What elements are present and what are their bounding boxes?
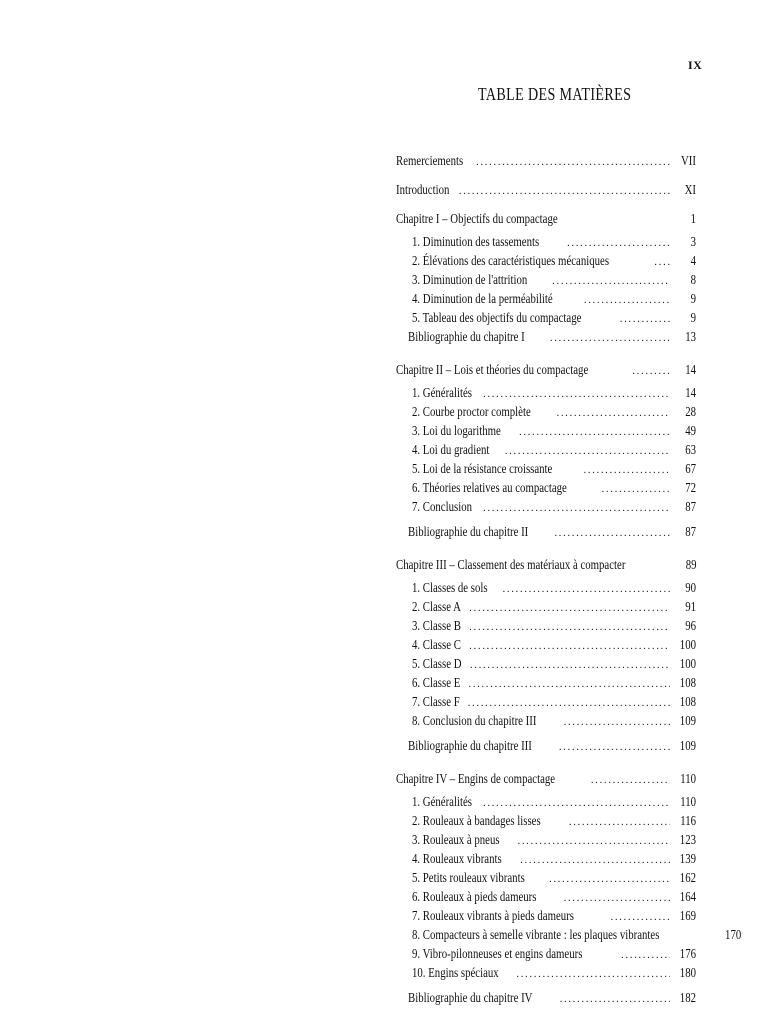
toc-bibliography — [396, 737, 696, 756]
toc-label: Bibliographie du chapitre III — [408, 738, 532, 753]
toc-label: Bibliographie du chapitre II — [408, 524, 529, 539]
toc-label: 2. Classe A — [412, 599, 461, 614]
toc-bibliography — [396, 989, 696, 1008]
dot-leader — [583, 462, 670, 479]
toc-label: 7. Classe F — [412, 694, 460, 709]
toc-label: Chapitre IV – Engins de compactage — [396, 771, 556, 786]
toc-label: 3. Diminution de l'attrition — [412, 272, 528, 287]
toc-label: 8. Conclusion du chapitre III — [412, 713, 537, 728]
toc-page: 139 — [679, 851, 696, 866]
toc-item — [396, 252, 696, 271]
dot-leader — [569, 814, 670, 831]
toc-page: 176 — [679, 946, 696, 961]
toc-label: 7. Conclusion — [412, 499, 473, 514]
toc-item — [396, 579, 696, 598]
toc-label: 6. Classe E — [412, 675, 461, 690]
toc-item — [396, 869, 696, 888]
toc-chapter-1 — [396, 210, 696, 227]
toc-page: 180 — [679, 965, 696, 980]
page-number: IX — [688, 58, 703, 72]
toc-label: 4. Rouleaux vibrants — [412, 851, 502, 866]
toc-item — [396, 598, 696, 617]
toc-item — [396, 460, 696, 479]
dot-leader — [591, 772, 670, 789]
toc-label: Bibliographie du chapitre I — [408, 329, 525, 344]
toc-label: Bibliographie du chapitre IV — [408, 990, 533, 1005]
toc-item — [396, 888, 696, 907]
toc-label: 3. Loi du logarithme — [412, 423, 501, 438]
toc-page: 13 — [685, 329, 696, 344]
toc-page: 100 — [679, 637, 696, 652]
toc-page: 9 — [690, 291, 696, 306]
dot-leader — [552, 273, 670, 290]
dot-leader — [483, 500, 670, 517]
toc-item — [396, 617, 696, 636]
toc-label: Remerciements — [396, 153, 464, 168]
toc-page: 9 — [690, 310, 696, 325]
page-title: TABLE DES MATIÈRES — [478, 84, 632, 104]
toc-item — [396, 926, 742, 945]
dot-leader — [567, 235, 670, 252]
toc-label: 8. Compacteurs à semelle vibrante : les plaques vibrantes — [412, 927, 660, 942]
toc-page: 28 — [685, 404, 696, 419]
dot-leader — [549, 871, 670, 888]
toc-item — [396, 441, 696, 460]
toc-page: 67 — [685, 461, 696, 476]
toc-page: 116 — [680, 813, 696, 828]
toc-label: 5. Tableau des objectifs du compactage — [412, 310, 582, 325]
toc-page: 3 — [690, 234, 696, 249]
toc-item — [396, 812, 696, 831]
dot-leader — [632, 363, 670, 380]
toc-page: 8 — [690, 272, 696, 287]
toc-label: 3. Classe B — [412, 618, 461, 633]
toc-page: 123 — [679, 832, 696, 847]
toc-bibliography — [396, 523, 696, 542]
dot-leader — [550, 330, 670, 347]
toc-page: 109 — [679, 738, 696, 753]
toc-label: 6. Théories relatives au compactage — [412, 480, 567, 495]
toc-label: 1. Généralités — [412, 385, 472, 400]
toc-item — [396, 693, 696, 712]
toc-label: 2. Élévations des caractéristiques mécaniques — [412, 253, 610, 268]
toc-label: 4. Loi du gradient — [412, 442, 490, 457]
toc-item — [396, 422, 696, 441]
toc-page: 1 — [690, 211, 696, 226]
dot-leader — [516, 966, 670, 983]
toc-item — [396, 233, 696, 252]
dot-leader — [519, 424, 670, 441]
dot-leader — [621, 947, 670, 964]
toc-chapter-2 — [396, 361, 696, 380]
toc-item — [396, 793, 696, 812]
toc-label: 4. Diminution de la perméabilité — [412, 291, 553, 306]
dot-leader — [564, 890, 670, 907]
toc-page: XI — [684, 182, 696, 197]
toc-chapter-4 — [396, 770, 696, 789]
toc-page: 162 — [679, 870, 696, 885]
toc-page: 100 — [679, 656, 696, 671]
toc-page: VII — [681, 153, 696, 168]
toc-entry-introduction — [396, 181, 696, 200]
toc-page: 49 — [685, 423, 696, 438]
toc-label: Chapitre II – Lois et théories du compactage — [396, 362, 589, 377]
toc-label: Chapitre I – Objectifs du compactage — [396, 211, 558, 226]
toc-label: 10. Engins spéciaux — [412, 965, 499, 980]
dot-leader — [468, 676, 670, 693]
toc-page: 63 — [685, 442, 696, 457]
dot-leader — [559, 739, 670, 756]
toc-item — [396, 674, 696, 693]
dot-leader — [564, 714, 670, 731]
dot-leader — [556, 405, 670, 422]
toc-page: 110 — [680, 771, 696, 786]
dot-leader — [602, 481, 670, 498]
toc-label: 2. Courbe proctor complète — [412, 404, 531, 419]
toc-page: 87 — [685, 524, 696, 539]
toc-item — [396, 850, 696, 869]
dot-leader — [584, 292, 670, 309]
dot-leader — [459, 183, 670, 200]
toc-label: 1. Diminution des tassements — [412, 234, 540, 249]
toc-entry-remerciements — [396, 152, 696, 171]
dot-leader — [483, 386, 670, 403]
toc-page: 4 — [690, 253, 696, 268]
toc-item — [396, 712, 696, 731]
toc-item — [396, 945, 696, 964]
toc-label: 9. Vibro-pilonneuses et engins dameurs — [412, 946, 583, 961]
toc-page: 87 — [685, 499, 696, 514]
toc-page: 110 — [680, 794, 696, 809]
dot-leader — [654, 254, 670, 271]
toc-page: 108 — [679, 694, 696, 709]
dot-leader — [517, 833, 670, 850]
toc-label: 5. Classe D — [412, 656, 462, 671]
toc-item — [396, 498, 696, 517]
toc-label: 3. Rouleaux à pneus — [412, 832, 500, 847]
dot-leader — [483, 795, 670, 812]
toc-bibliography — [396, 328, 696, 347]
dot-leader — [469, 600, 670, 617]
toc-label: 2. Rouleaux à bandages lisses — [412, 813, 541, 828]
toc-item — [396, 479, 696, 498]
toc-label: 1. Classes de sols — [412, 580, 488, 595]
dot-leader — [554, 525, 670, 542]
toc-page: 164 — [679, 889, 696, 904]
toc-page: 14 — [685, 385, 696, 400]
toc-label: 6. Rouleaux à pieds dameurs — [412, 889, 537, 904]
dot-leader — [505, 443, 670, 460]
toc-item — [396, 271, 696, 290]
dot-leader — [503, 581, 671, 598]
toc-label: Chapitre III – Classement des matériaux à compacter — [396, 557, 626, 572]
toc-label: 5. Loi de la résistance croissante — [412, 461, 553, 476]
toc-page: 91 — [685, 599, 696, 614]
toc-page: 169 — [679, 908, 696, 923]
dot-leader — [520, 852, 670, 869]
toc-page: 96 — [685, 618, 696, 633]
toc-label: 5. Petits rouleaux vibrants — [412, 870, 525, 885]
toc-label: 1. Généralités — [412, 794, 472, 809]
dot-leader — [620, 311, 670, 328]
toc-item — [396, 384, 696, 403]
toc-label: 4. Classe C — [412, 637, 461, 652]
toc-item — [396, 907, 696, 926]
toc-page: 89 — [685, 557, 697, 572]
toc-item — [396, 655, 696, 674]
dot-leader — [469, 619, 670, 636]
toc-label: Introduction — [396, 182, 450, 197]
dot-leader — [469, 638, 670, 655]
toc-chapter-3 — [396, 556, 696, 575]
toc-item — [396, 290, 696, 309]
toc-item — [396, 403, 696, 422]
toc-page: 90 — [685, 580, 696, 595]
toc-page: 108 — [679, 675, 696, 690]
dot-leader — [560, 991, 670, 1008]
toc-page: 182 — [679, 990, 696, 1005]
toc-item — [396, 964, 696, 983]
dot-leader — [476, 154, 670, 171]
toc-item — [396, 309, 696, 328]
toc-page: 170 — [725, 927, 742, 942]
toc-page: 72 — [685, 480, 696, 495]
dot-leader — [610, 909, 670, 926]
dot-leader — [470, 657, 670, 674]
dot-leader — [468, 695, 670, 712]
toc-page: 109 — [679, 713, 696, 728]
table-of-contents — [396, 152, 742, 1008]
toc-label: 7. Rouleaux vibrants à pieds dameurs — [412, 908, 574, 923]
toc-page: 14 — [685, 362, 696, 377]
toc-item — [396, 831, 696, 850]
toc-item — [396, 636, 696, 655]
